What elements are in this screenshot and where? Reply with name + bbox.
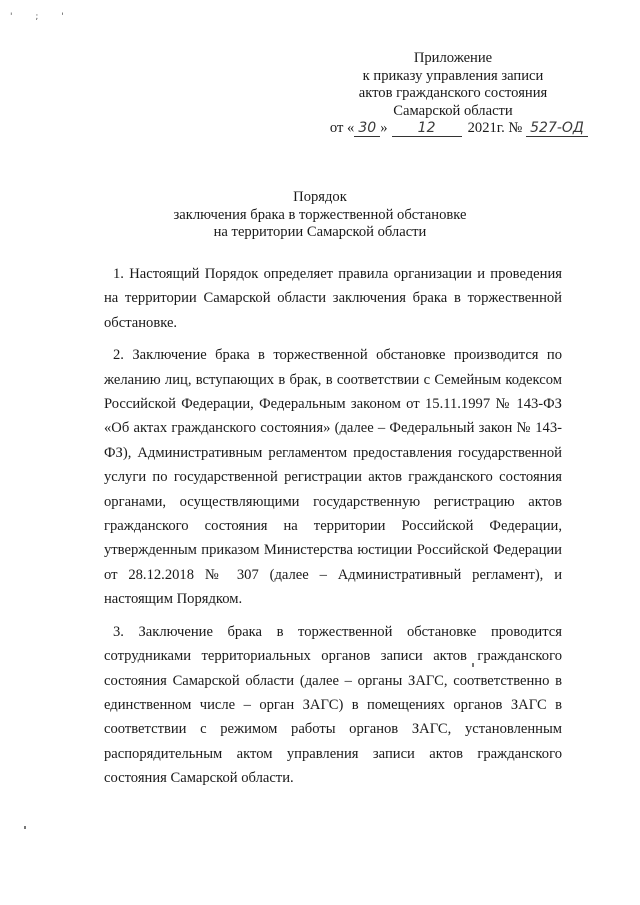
- annex-order-ref: к приказу управления записи: [362, 67, 544, 84]
- annex-title: Приложение: [413, 50, 493, 66]
- paragraph-2: 2. Заключение брака в торжественной обстановке производится по желанию лиц, вступающих в брак, в соответствии с Семейным кодексом Российской Федерации, Федеральным законом от 15.11.1997 № 143-ФЗ «Об актах гражданского состояния» (далее – Федеральный закон № 143-ФЗ), Административным регламентом предоставления государственной услуги по государственной регистрации актов гражданского состояния органами, осуществляющими государственную регистрацию актов гражданского состояния на территории Российской Федерации, утвержденным приказом Министерства юстиции Российской Федерации от 28.12.2018 № 307 (далее – Административный регламент), и настоящим Порядком.: [104, 347, 562, 608]
- paragraph-1: 1. Настоящий Порядок определяет правила организации и проведения на территории Самарской области заключения брака в торжественной обстановке.: [104, 266, 562, 331]
- annex-authority: актов гражданского состояния: [358, 85, 548, 101]
- annex-header: [318, 50, 588, 138]
- handwritten-day: 30: [354, 121, 380, 137]
- title-line-2: заключения брака в торжественной обстановке: [173, 206, 467, 223]
- paragraph-3: 3. Заключение брака в торжественной обстановке проводится сотрудниками территориальных органов записи актов гражданского состояния Самарской области (далее – органы ЗАГС, соответственно в единственном числе – орган ЗАГС) в помещениях органов ЗАГС в соответствии с режимом работы органов ЗАГС, установленным распорядительным актом управления записи актов гражданского состояния Самарской области.: [104, 623, 562, 787]
- annex-region: Самарской области: [393, 102, 513, 119]
- scan-speck: [24, 826, 26, 829]
- document-body: [104, 262, 562, 799]
- title-line-3: на территории Самарской области: [213, 224, 427, 240]
- handwritten-order-number: 527-ОД: [526, 121, 588, 137]
- scan-marks: ' ; ': [10, 12, 74, 22]
- document-title: [0, 189, 640, 242]
- title-line-1: Порядок: [293, 189, 347, 205]
- date-year: 2021г. №: [467, 120, 523, 136]
- date-mid: »: [380, 120, 388, 136]
- date-prefix: от «: [329, 120, 355, 136]
- annex-date-line: [318, 120, 588, 138]
- handwritten-month: 12: [392, 121, 462, 137]
